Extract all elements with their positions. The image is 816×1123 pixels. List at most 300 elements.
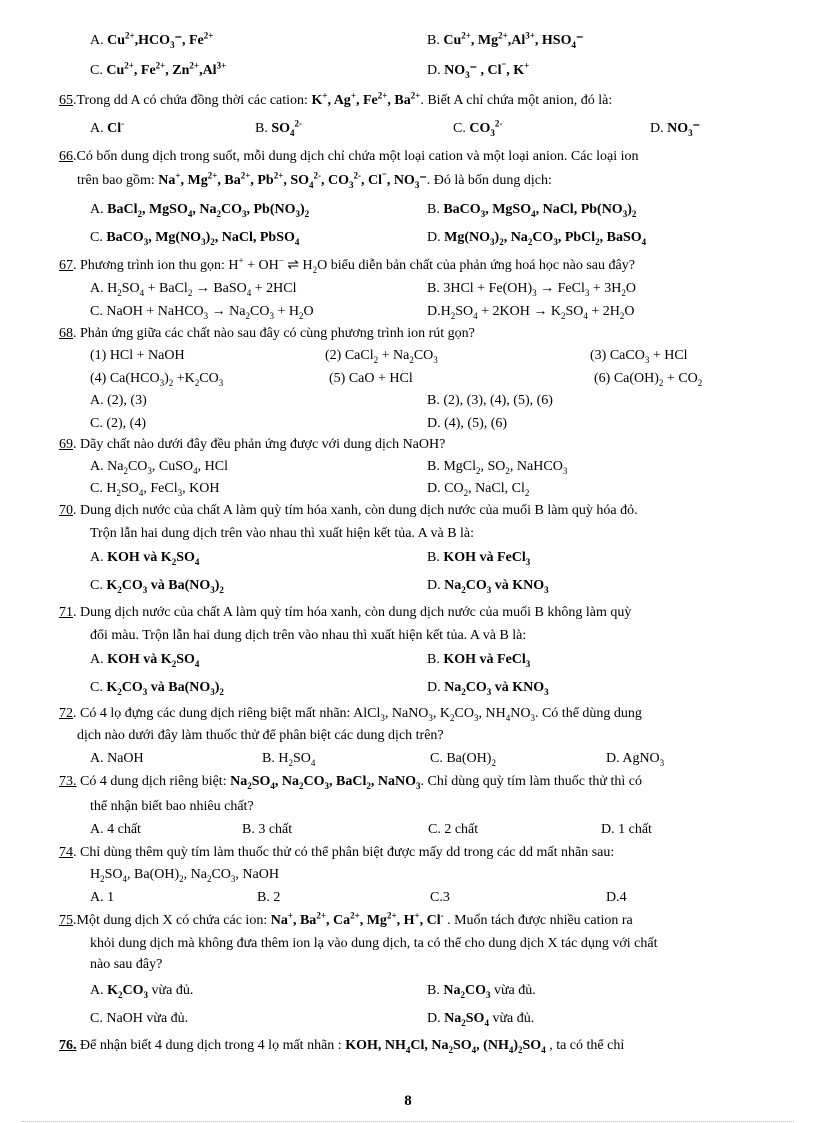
superscript: 2- <box>494 118 503 129</box>
text-run: CO <box>220 202 242 217</box>
text-run: đổi màu. Trộn lẫn hai dung dịch trên vào nhau thì xuất hiện kết tủa. A và B là: <box>90 628 527 643</box>
subscript: 2 <box>491 757 496 768</box>
subscript: 3 <box>465 69 470 80</box>
subscript: 4 <box>471 1044 477 1055</box>
text-line <box>427 1010 534 1028</box>
text-run: A. <box>90 202 108 217</box>
subscript: 4 <box>571 39 576 50</box>
text-line <box>427 32 583 50</box>
subscript: 2 <box>100 873 105 884</box>
subscript: 4 <box>641 236 647 247</box>
text-line <box>77 727 444 745</box>
subscript: 4 <box>290 127 295 138</box>
text-run: BaCl <box>107 202 138 217</box>
text-run: Cu <box>107 33 126 48</box>
subscript: 3 <box>210 584 215 595</box>
superscript: 2+ <box>377 90 388 101</box>
text-run: + CO <box>663 371 698 386</box>
subscript: 3 <box>143 236 149 247</box>
subscript: 2 <box>476 465 481 476</box>
text-run: B. 3 chất <box>242 822 293 837</box>
text-run: C. <box>453 121 470 136</box>
subscript: 4 <box>309 179 314 190</box>
subscript: 4 <box>508 1044 514 1055</box>
text-line <box>90 120 124 138</box>
subscript: 3 <box>414 179 420 190</box>
text-run: .Một dung dịch X có chứa các ion: <box>73 913 271 928</box>
text-line <box>90 679 224 697</box>
text-line <box>90 347 185 365</box>
text-run: CO <box>303 774 325 789</box>
text-run: , Fe <box>181 33 204 48</box>
subscript: 4 <box>138 487 144 498</box>
text-run: + H <box>273 304 299 319</box>
text-run: D. <box>427 680 445 695</box>
subscript: 2 <box>194 377 200 388</box>
text-run: 73. <box>59 774 77 789</box>
text-run: , Fe <box>133 63 156 78</box>
text-run: , NaCl, Pb(NO <box>535 202 623 217</box>
text-run: B. MgCl <box>427 459 477 474</box>
text-run: SO <box>104 867 123 882</box>
subscript: 3 <box>490 127 495 138</box>
text-run: Cu <box>443 33 462 48</box>
text-run: . Dung dịch nước của chất A làm quỳ tím hóa xanh, còn dung dịch nước của muối B không làm quỳ <box>73 605 632 620</box>
text-line <box>90 889 114 907</box>
subscript: 3 <box>241 208 247 219</box>
subscript: 3 <box>269 310 274 321</box>
text-run: . Muốn tách được nhiều cation ra <box>443 913 633 928</box>
subscript: 2 <box>118 989 123 1000</box>
text-run: O <box>625 281 636 296</box>
text-run: + HCl <box>649 348 688 363</box>
text-run: + 2HCl <box>251 281 297 296</box>
text-run: Cl <box>107 121 122 136</box>
superscript: 2+ <box>203 30 214 41</box>
subscript: 2 <box>171 658 177 669</box>
text-run: ) <box>494 230 500 245</box>
subscript: 2 <box>499 236 504 247</box>
text-run: A. Na <box>90 459 124 474</box>
text-line <box>90 525 474 543</box>
text-run: A. H <box>90 281 118 296</box>
text-run: , SO <box>283 173 310 188</box>
text-line <box>606 750 664 768</box>
text-run: (6) Ca(OH) <box>594 371 659 386</box>
text-run: Na <box>443 983 461 998</box>
text-run: ) <box>299 202 305 217</box>
text-run: , Mg <box>470 33 499 48</box>
text-run: B. <box>427 202 444 217</box>
subscript: 2 <box>658 377 664 388</box>
text-run: .Trong dd A có chứa đồng thời các cation: <box>73 93 312 108</box>
text-run: 66 <box>59 149 73 164</box>
subscript: 3 <box>349 179 354 190</box>
subscript: 3 <box>486 584 492 595</box>
subscript: 2 <box>448 1044 453 1055</box>
text-run: (5) CaO + HCl <box>329 371 413 386</box>
text-line <box>90 750 144 768</box>
text-line <box>90 577 224 595</box>
text-run: , KOH <box>182 481 220 496</box>
text-run: BaCO <box>443 202 481 217</box>
text-run: D. 1 chất <box>601 822 652 837</box>
text-run: ⁻ <box>469 63 478 78</box>
text-line <box>427 458 567 476</box>
text-run: NO <box>444 63 466 78</box>
text-run: C. NaOH vừa đủ. <box>90 1011 189 1026</box>
subscript: 2 <box>463 487 469 498</box>
text-run: , HCl <box>197 459 228 474</box>
text-run: , Pb(NO <box>246 202 296 217</box>
text-run: B. <box>427 550 444 565</box>
subscript: 2 <box>168 377 174 388</box>
subscript: 2 <box>461 1017 466 1028</box>
subscript: 2 <box>171 556 177 567</box>
text-run: A. <box>90 652 108 667</box>
text-run: D.4 <box>606 890 627 905</box>
text-run: Na <box>230 774 248 789</box>
subscript: 2 <box>450 712 455 723</box>
text-run: CO <box>121 680 143 695</box>
text-run: C. <box>90 63 107 78</box>
text-run: B. <box>427 33 444 48</box>
text-run: , PbCl <box>557 230 596 245</box>
text-run: O <box>303 304 314 319</box>
text-line <box>90 956 162 974</box>
superscript: 2+ <box>316 910 326 921</box>
subscript: 4 <box>187 208 193 219</box>
text-line <box>90 627 526 645</box>
text-run: (4) Ca(HCO <box>90 371 160 386</box>
text-run: và KNO <box>491 680 545 695</box>
text-run: ,Al <box>507 33 526 48</box>
text-run: D. <box>427 230 445 245</box>
text-run: NO <box>667 121 689 136</box>
subscript: 2 <box>461 584 466 595</box>
text-line <box>59 705 642 723</box>
superscript: 2+ <box>386 910 397 921</box>
subscript: 2 <box>137 208 142 219</box>
text-run: , NaNO <box>384 706 429 721</box>
text-run: SO <box>120 481 139 496</box>
text-line <box>90 549 199 567</box>
text-run: , Na <box>183 867 207 882</box>
subscript: 2 <box>518 1044 523 1055</box>
text-run: A. <box>90 550 108 565</box>
text-line <box>430 750 496 768</box>
subscript: 4 <box>193 465 198 476</box>
subscript: 3 <box>295 208 300 219</box>
subscript: 3 <box>428 712 433 723</box>
subscript: 2 <box>312 264 318 275</box>
text-line <box>59 436 445 454</box>
text-run: + 2KOH → K <box>477 304 561 319</box>
subscript: 3 <box>142 686 148 697</box>
subscript: 2 <box>560 310 566 321</box>
text-run: ⇌ H <box>283 258 313 273</box>
text-run: A. <box>90 33 108 48</box>
text-run: , Pb <box>250 173 274 188</box>
superscript: 3+ <box>525 30 535 41</box>
subscript: 3 <box>218 377 224 388</box>
text-run: và KNO <box>491 578 545 593</box>
text-run: +K <box>173 371 195 386</box>
text-line <box>242 821 292 839</box>
text-line <box>594 370 702 388</box>
text-run: 74 <box>59 845 73 860</box>
subscript: 2 <box>123 465 128 476</box>
subscript: 4 <box>473 310 478 321</box>
subscript: 3 <box>159 377 165 388</box>
text-run: D. <box>650 121 668 136</box>
subscript: 2 <box>595 236 600 247</box>
superscript: + <box>524 60 530 71</box>
text-run: CO <box>199 371 219 386</box>
text-run: CO <box>532 230 554 245</box>
text-run: dịch nào dưới đây làm thuốc thử để phân biệt các dung dịch trên? <box>77 728 444 743</box>
text-run: , Fe <box>355 93 378 108</box>
text-run: CO <box>413 348 434 363</box>
subscript: 3 <box>480 208 486 219</box>
text-run: B. <box>255 121 272 136</box>
text-line <box>90 458 228 476</box>
text-run: → Na <box>208 304 246 319</box>
subscript: 3 <box>177 487 183 498</box>
text-run: SO <box>121 281 140 296</box>
text-run: , Ba <box>292 913 317 928</box>
text-run: C. <box>90 230 107 245</box>
text-run: ) <box>214 680 220 695</box>
text-run: Để nhận biết 4 dung dịch trong 4 lọ mất nhãn : <box>76 1038 346 1053</box>
subscript: 2 <box>366 780 371 791</box>
subscript: 4 <box>484 1017 489 1028</box>
text-run: 70 <box>59 503 73 518</box>
text-run: Na <box>444 680 462 695</box>
page-number: 8 <box>404 1093 412 1109</box>
text-run: thể nhận biết bao nhiêu chất? <box>90 799 254 814</box>
text-run: , BaCl <box>329 774 367 789</box>
text-run: . Dung dịch nước của chất A làm quỳ tím hóa xanh, còn dung dịch nước của muối B làm quỳ hóa đỏ. <box>73 503 638 518</box>
subscript: 3 <box>324 780 330 791</box>
text-run: , NaCl, Cl <box>468 481 525 496</box>
subscript: 3 <box>203 310 209 321</box>
superscript: 2+ <box>240 170 251 181</box>
text-run: KOH và FeCl <box>443 550 526 565</box>
text-run: CO <box>464 983 486 998</box>
subscript: 2 <box>697 377 703 388</box>
text-line <box>90 480 219 498</box>
subscript: 2 <box>373 354 379 365</box>
text-run: , Cl <box>361 173 383 188</box>
text-line <box>325 347 438 365</box>
text-run: , Na <box>192 202 217 217</box>
text-line <box>427 679 549 697</box>
text-run: D. (4), (5), (6) <box>427 416 508 431</box>
text-line <box>427 229 646 247</box>
text-line <box>90 415 146 433</box>
subscript: 3 <box>530 712 535 723</box>
text-run: CO <box>122 983 144 998</box>
text-run: A. 4 chất <box>90 822 141 837</box>
text-run: + BaCl <box>144 281 188 296</box>
text-line <box>59 844 614 862</box>
text-line <box>427 415 507 433</box>
text-line <box>59 502 638 520</box>
superscript: - <box>121 118 125 129</box>
text-run: O <box>624 304 635 319</box>
text-run: 72 <box>59 706 73 721</box>
text-run: ) <box>214 578 220 593</box>
subscript: 3 <box>416 780 421 791</box>
subscript: 2 <box>621 287 626 298</box>
text-run: , Na <box>274 774 300 789</box>
text-run: . Dãy chất nào dưới đây đều phản ứng được với dung dịch NaOH? <box>73 437 446 452</box>
text-run: CO <box>211 867 231 882</box>
subscript: 3 <box>584 287 590 298</box>
subscript: 2 <box>524 487 530 498</box>
text-run: ,Al <box>199 63 217 78</box>
superscript: 2+ <box>350 910 360 921</box>
text-run: Na <box>158 173 176 188</box>
text-run: , Ba <box>387 93 411 108</box>
text-line <box>590 347 688 365</box>
text-run: , ta có thể chỉ <box>545 1038 625 1053</box>
text-run: vừa đủ. <box>148 983 194 998</box>
text-line <box>77 172 552 190</box>
text-run: C. (2), (4) <box>90 416 146 431</box>
text-run: A. <box>90 983 108 998</box>
text-run: khỏi dung dịch mà không đưa thêm ion lạ vào dung dịch, ta có thể cho dung dịch X tác dụng với chất <box>90 936 658 951</box>
subscript: 3 <box>433 354 438 365</box>
text-run: + OH <box>243 258 279 273</box>
text-line <box>90 1010 188 1028</box>
superscript: 2- <box>353 170 362 181</box>
text-run: A. NaOH <box>90 751 144 766</box>
text-run: SO <box>271 121 291 136</box>
text-run: C. H <box>90 481 117 496</box>
text-run: ⁻ <box>419 173 427 188</box>
text-run: ) <box>627 202 632 217</box>
text-line <box>427 480 529 498</box>
subscript: 2 <box>179 873 184 884</box>
text-run: 69 <box>59 437 73 452</box>
text-line <box>90 866 279 884</box>
subscript: 2 <box>460 989 465 1000</box>
text-run: ) <box>513 1038 519 1053</box>
subscript: 2 <box>117 584 122 595</box>
text-run: , NO <box>386 173 415 188</box>
text-run: . Đó là bốn dung dịch: <box>426 173 552 188</box>
subscript: 2 <box>450 310 456 321</box>
superscript: 2+ <box>273 170 284 181</box>
subscript: 3 <box>201 236 206 247</box>
subscript: 4 <box>246 287 252 298</box>
text-run: . Chỉ dùng quỳ tím làm thuốc thử thì có <box>420 774 642 789</box>
text-line <box>601 821 652 839</box>
text-run: K <box>106 680 118 695</box>
text-run: ,HCO <box>134 33 171 48</box>
subscript: 2 <box>304 208 310 219</box>
superscript: + <box>287 910 293 921</box>
text-run: , NH <box>478 706 506 721</box>
subscript: 2 <box>409 354 414 365</box>
text-run: (2) CaCl <box>325 348 374 363</box>
text-run: vừa đủ. <box>488 1011 535 1026</box>
text-run: SO <box>565 304 584 319</box>
text-run: NO <box>510 706 531 721</box>
text-run: CO <box>465 578 487 593</box>
text-run: 65 <box>59 93 73 108</box>
text-run: → FeCl <box>536 281 585 296</box>
subscript: 3 <box>474 712 479 723</box>
text-run: Na <box>444 1011 462 1026</box>
subscript: 2 <box>461 686 466 697</box>
text-line <box>427 651 530 669</box>
text-line <box>59 604 631 622</box>
text-line <box>90 798 254 816</box>
text-line <box>90 370 223 388</box>
text-run: KOH và K <box>107 550 172 565</box>
subscript: 4 <box>583 310 588 321</box>
text-line <box>59 148 639 166</box>
subscript: 4 <box>139 287 145 298</box>
text-line <box>606 889 627 907</box>
text-run: 68 <box>59 326 73 341</box>
text-run: ⁻ <box>692 121 701 136</box>
text-run: , Mg <box>180 173 208 188</box>
text-line <box>329 370 413 388</box>
text-run: A. (2), (3) <box>90 393 147 408</box>
text-line <box>59 92 612 110</box>
subscript: 3 <box>544 584 549 595</box>
text-line <box>427 577 549 595</box>
subscript: 4 <box>294 236 300 247</box>
text-run: , Ba(OH) <box>127 867 180 882</box>
subscript: 2 <box>187 287 193 298</box>
text-run: ⁻ <box>575 33 584 48</box>
text-line <box>90 201 309 219</box>
text-line <box>427 549 530 567</box>
text-run: , (NH <box>476 1038 509 1053</box>
text-line <box>255 120 302 138</box>
text-run: . Phương trình ion thu gọn: H <box>73 258 239 273</box>
text-run: B. 3HCl + Fe(OH) <box>427 281 533 296</box>
superscript: 2+ <box>189 60 200 71</box>
text-line <box>90 982 193 1000</box>
subscript: 3 <box>170 39 175 50</box>
text-run: Có 4 dung dịch riêng biệt: <box>76 774 231 789</box>
text-run: Na <box>444 578 462 593</box>
text-run: KOH và K <box>107 652 172 667</box>
text-run: , Zn <box>165 63 190 78</box>
text-run: C. Ba(OH) <box>430 751 492 766</box>
superscript: 2+ <box>410 90 421 101</box>
subscript: 3 <box>490 236 495 247</box>
text-run: , BaSO <box>599 230 642 245</box>
text-run: SO <box>176 550 195 565</box>
text-run: C. <box>90 578 107 593</box>
subscript: 3 <box>562 465 568 476</box>
text-line <box>59 1037 624 1055</box>
subscript: 2 <box>219 686 224 697</box>
text-line <box>90 32 213 50</box>
subscript: 3 <box>688 127 693 138</box>
text-line <box>262 750 315 768</box>
text-run: SO <box>522 1038 542 1053</box>
subscript: 2 <box>117 287 122 298</box>
text-run: ) <box>164 371 169 386</box>
